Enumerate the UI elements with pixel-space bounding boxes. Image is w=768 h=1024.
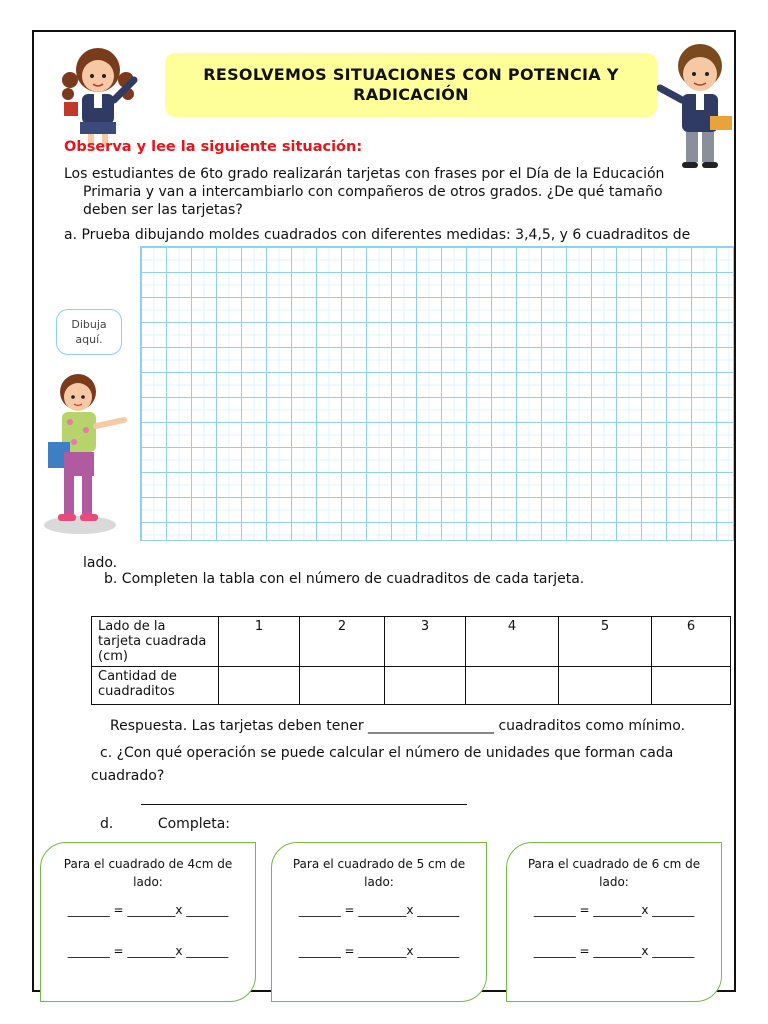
completion-card-6cm [506, 842, 722, 1002]
table-input-cell[interactable] [466, 667, 559, 705]
table-row [92, 617, 731, 667]
card-line[interactable]: _______ = ________x _______ [298, 903, 460, 917]
completion-card-4cm [40, 842, 256, 1002]
page-title-text: RESOLVEMOS SITUACIONES CON POTENCIA Y RADICACIÓN [203, 65, 619, 104]
answer-line[interactable] [141, 804, 467, 805]
table-cell: 6 [652, 617, 731, 667]
card-title: Para el cuadrado de 6 cm de lado: [527, 857, 701, 889]
table-cell: 3 [385, 617, 466, 667]
squares-table [91, 616, 731, 705]
card-line[interactable]: _______ = ________x _______ [533, 903, 695, 917]
completion-card-5cm [271, 842, 487, 1002]
table-cell: 1 [219, 617, 300, 667]
table-input-cell[interactable] [219, 667, 300, 705]
intro-text: Los estudiantes de 6to grado realizarán tarjetas con frases por el Día de la Educación Primaria y van a intercambiarlo con compañeros de otros grados. ¿De qué tamaño deben ser las tarjetas? [64, 166, 665, 218]
speech-bubble [56, 309, 122, 355]
intro-paragraph [64, 165, 704, 219]
card-title: Para el cuadrado de 5 cm de lado: [292, 857, 466, 889]
table-input-cell[interactable] [300, 667, 385, 705]
card-line[interactable]: _______ = ________x _______ [67, 903, 229, 917]
item-c-text: c. ¿Con qué operación se puede calcular el número de unidades que forman cada [100, 745, 674, 761]
card-line[interactable]: _______ = ________x _______ [67, 944, 229, 958]
card-line[interactable]: _______ = ________x _______ [298, 944, 460, 958]
table-input-cell[interactable] [559, 667, 652, 705]
item-d-text: d. Completa: [100, 816, 230, 832]
page-title [165, 53, 657, 117]
speech-bubble-text: Dibuja aquí. [71, 318, 107, 346]
item-b-text: b. Completen la tabla con el número de cuadraditos de cada tarjeta. [104, 571, 585, 587]
card-title: Para el cuadrado de 4cm de lado: [63, 857, 233, 889]
table-input-cell[interactable] [385, 667, 466, 705]
table-cell: 2 [300, 617, 385, 667]
card-line[interactable]: _______ = ________x _______ [533, 944, 695, 958]
table-cell: 5 [559, 617, 652, 667]
student-boy-illustration [652, 38, 747, 173]
table-input-cell[interactable] [652, 667, 731, 705]
item-c-text-continued: cuadrado? [91, 768, 165, 784]
answer-text: Respuesta. Las tarjetas deben tener __________________ cuadraditos como mínimo. [110, 718, 686, 734]
item-a-end-text: lado. [83, 555, 118, 571]
girl-pointing-illustration [40, 370, 135, 540]
item-a-text: a. Prueba dibujando moldes cuadrados con diferentes medidas: 3,4,5, y 6 cuadraditos de [64, 227, 691, 243]
table-row [92, 667, 731, 705]
student-girl-illustration [50, 40, 150, 150]
table-label-cell: Cantidad de cuadraditos [92, 667, 219, 705]
table-label-cell: Lado de la tarjeta cuadrada (cm) [92, 617, 219, 667]
table-cell: 4 [466, 617, 559, 667]
instruction-heading: Observa y lee la siguiente situación: [64, 139, 363, 155]
drawing-grid[interactable] [140, 246, 734, 541]
